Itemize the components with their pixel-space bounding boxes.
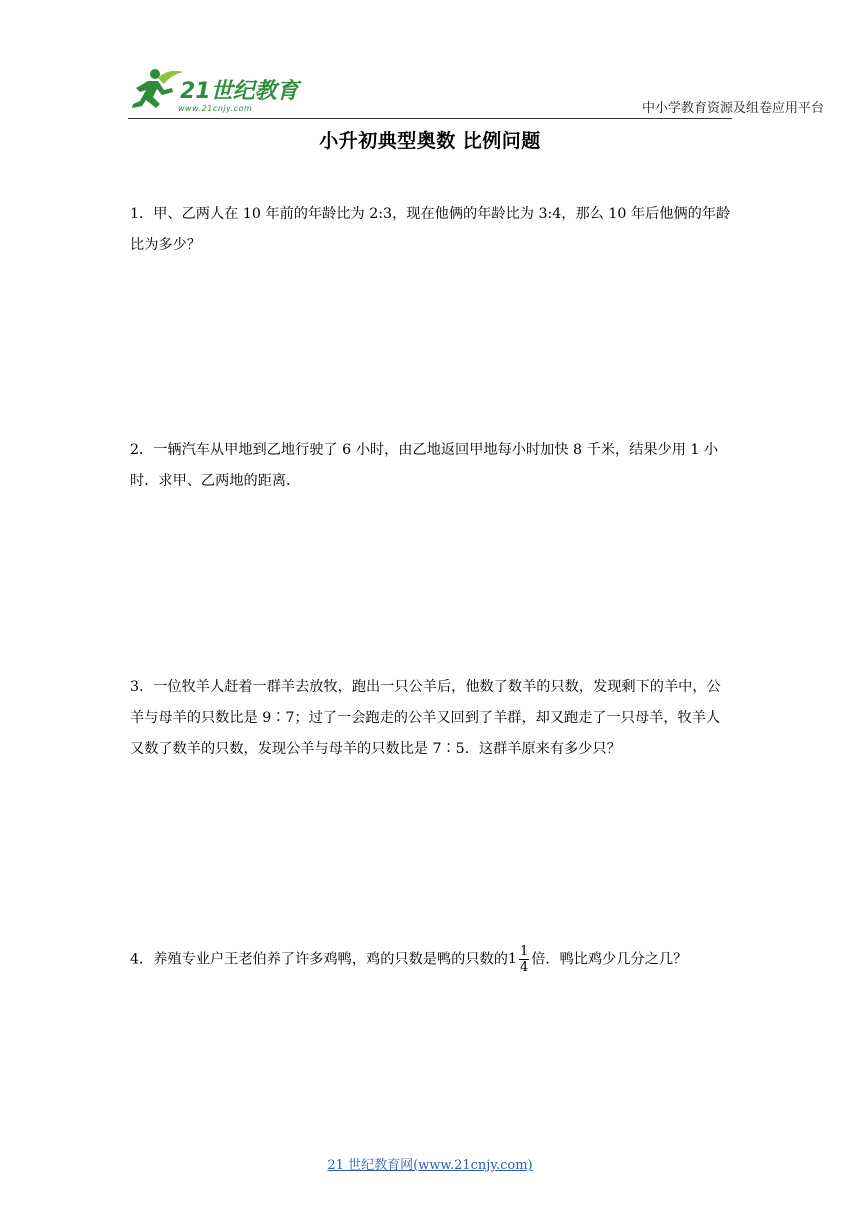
problem-number: 1． [130, 206, 154, 222]
problem-4 [130, 944, 734, 976]
site-logo[interactable] [128, 64, 308, 116]
problem-number: 3． [130, 679, 154, 695]
fraction-numerator: 1 [519, 944, 529, 959]
problem-2 [130, 435, 734, 497]
problem-1 [130, 199, 734, 261]
page-header [128, 64, 824, 120]
mixed-number-whole: 1 [507, 951, 517, 967]
runner-logo-icon [128, 64, 308, 116]
fraction-denominator: 4 [519, 960, 529, 975]
problem-text: 一位牧羊人赶着一群羊去放牧，跑出一只公羊后，他数了数羊的只数，发现剩下的羊中，公羊与母羊的只数比是 9∶7；过了一会跑走的公羊又回到了羊群，却又跑走了一只母羊，牧羊人又数了数羊的只数，发现公羊与母羊的只数比是 7∶5．这群羊原来有多少只？ [130, 679, 721, 757]
problem-text: 一辆汽车从甲地到乙地行驶了 6 小时，由乙地返回甲地每小时加快 8 千米，结果少用 1 小时．求甲、乙两地的距离． [130, 442, 719, 489]
problem-number: 4． [130, 951, 154, 968]
problem-text: 甲、乙两人在 10 年前的年龄比为 2:3，现在他俩的年龄比为 3:4，那么 10 年后他俩的年龄比为多少？ [130, 206, 731, 253]
platform-label: 中小学教育资源及组卷应用平台 [641, 101, 824, 116]
fraction [519, 944, 529, 975]
problem-number: 2． [130, 442, 154, 458]
logo-url-text: www.21cnjy.com [178, 104, 253, 113]
logo-text: 21世纪教育 [180, 79, 299, 104]
problem-text: 养殖专业户王老伯养了许多鸡鸭，鸡的只数是鸭的只数的 [153, 951, 508, 968]
problem-3 [130, 672, 734, 765]
page-title: 小升初典型奥数 比例问题 [319, 130, 541, 152]
footer-link[interactable]: 21 世纪教育网(www.21cnjy.com) [327, 1158, 533, 1173]
problem-text-end: 倍．鸭比鸡少几分之几？ [531, 951, 688, 968]
header-divider [128, 118, 732, 119]
